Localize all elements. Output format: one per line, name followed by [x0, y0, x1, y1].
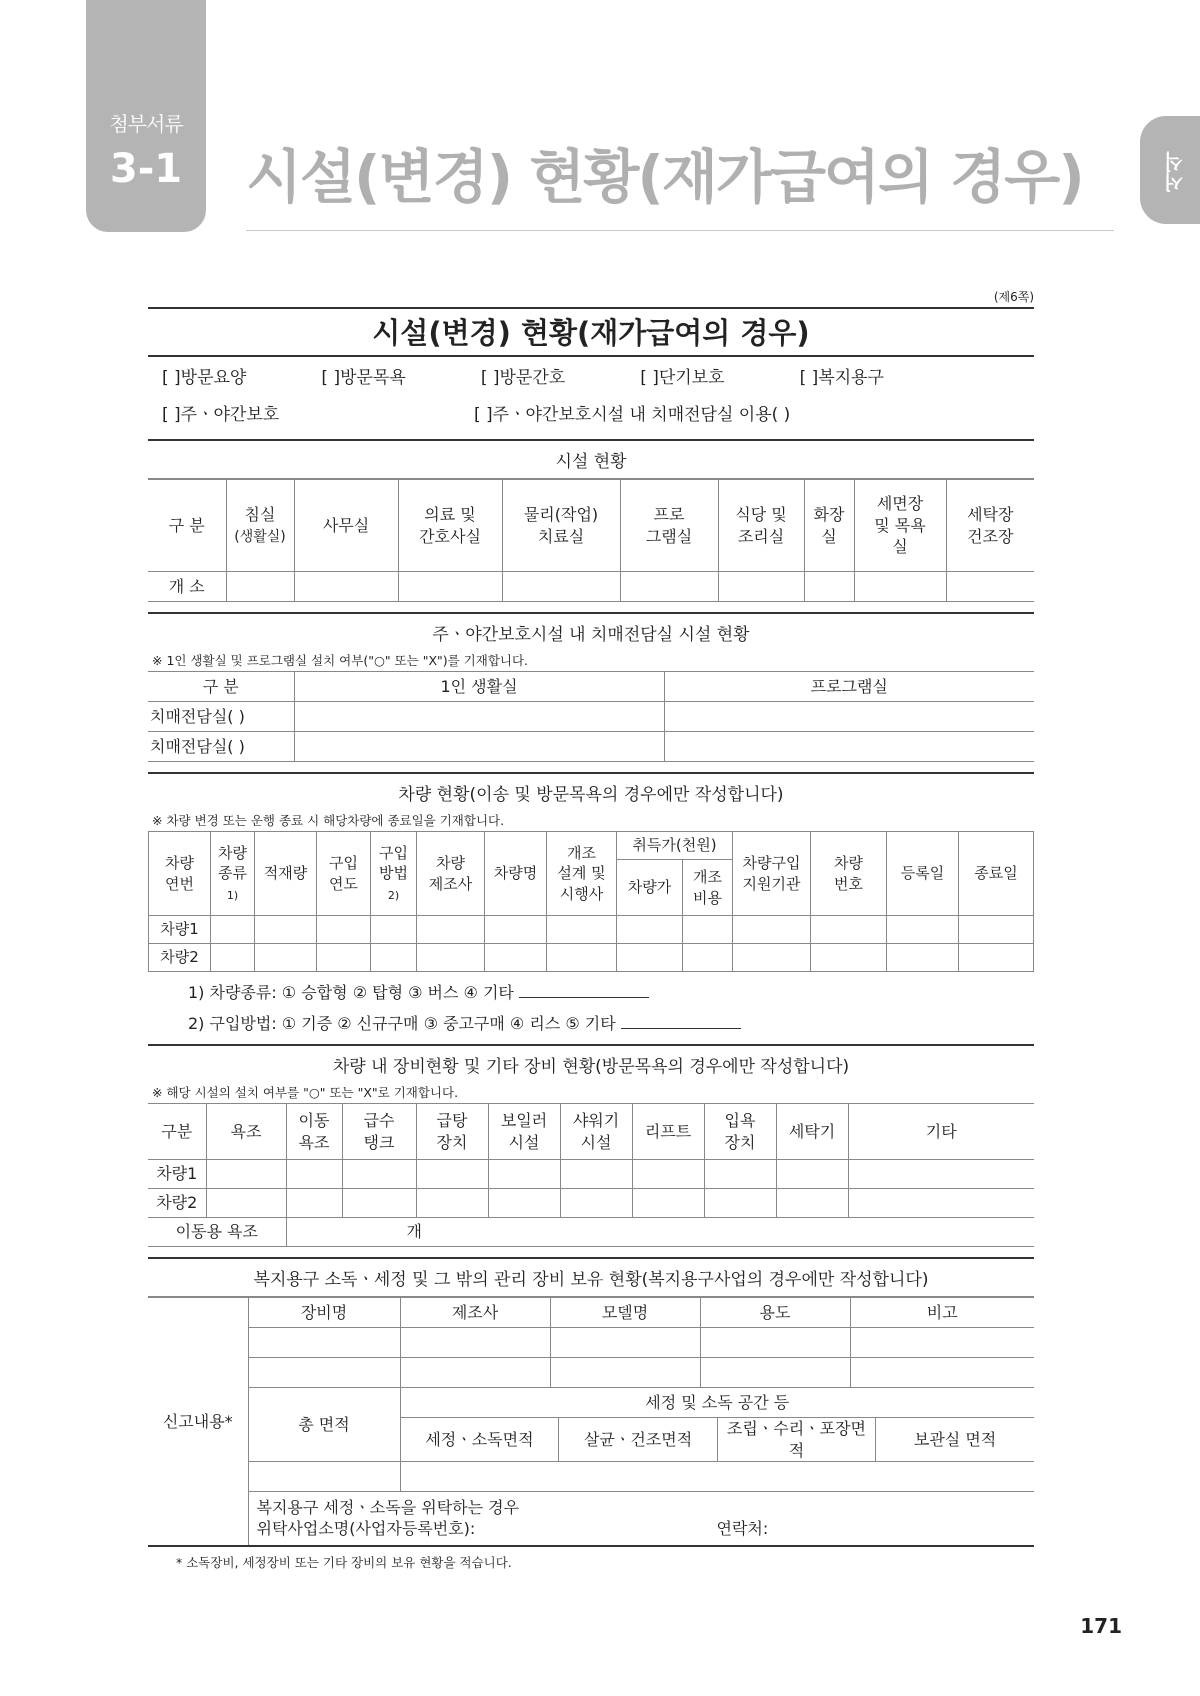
dementia-note: ※ 1인 생활실 및 프로그램실 설치 여부("○" 또는 "X")를 기재합니다. — [152, 653, 529, 668]
col-model: 차량명 — [485, 832, 547, 916]
cell-input[interactable] — [248, 1462, 400, 1492]
cell-input[interactable] — [371, 916, 417, 944]
cell-input[interactable] — [248, 1358, 400, 1388]
col-shower: 샤워기 시설 — [560, 1104, 632, 1160]
cell-input[interactable] — [294, 732, 664, 762]
cell-input[interactable] — [400, 1328, 550, 1358]
col-remarks: 비고 — [850, 1298, 1034, 1328]
vehicle-type-legend: 1) 차량종류: ① 승합형 ② 탑형 ③ 버스 ④ 기타 — [148, 972, 1034, 1007]
col-program: 프로 그램실 — [620, 480, 718, 572]
col-other: 기타 — [848, 1104, 1034, 1160]
cell-input[interactable] — [485, 944, 547, 972]
header-divider — [246, 230, 1114, 231]
purchase-method-legend: 2) 구입방법: ① 기증 ② 신규구매 ③ 중고구매 ④ 리스 ⑤ 기타 — [148, 1007, 1034, 1038]
col-plate-no: 차량 번호 — [811, 832, 887, 916]
col-washer: 세탁기 — [776, 1104, 848, 1160]
cell-input[interactable] — [547, 944, 617, 972]
cell-input[interactable] — [617, 944, 683, 972]
col-vehicle-price: 차량가 — [617, 860, 683, 916]
col-usage: 용도 — [700, 1298, 850, 1328]
report-content-label: 신고내용* — [148, 1298, 248, 1546]
row-dementia-2: 치매전담실( ) — [148, 732, 294, 762]
col-modifier: 개조 설계 및 시행사 — [547, 832, 617, 916]
form-title: 시설(변경) 현황(재가급여의 경우) — [148, 307, 1034, 357]
cell-input[interactable] — [887, 944, 959, 972]
cell-input[interactable] — [776, 1160, 848, 1189]
cell-input[interactable] — [632, 1160, 704, 1189]
mobile-tub-count[interactable]: 개 — [286, 1218, 1034, 1247]
cell-input[interactable] — [294, 702, 664, 732]
cell-input[interactable] — [704, 1160, 776, 1189]
col-repair-area: 조립ㆍ수리ㆍ포장면적 — [717, 1418, 875, 1461]
check-dementia-room[interactable]: [ ]주ㆍ야간보호시설 내 치매전담실 이용( ) — [474, 405, 791, 425]
cell-input[interactable] — [417, 944, 485, 972]
cell-input[interactable] — [664, 702, 1034, 732]
space-heading: 세정 및 소독 공간 등 — [400, 1388, 1034, 1418]
cell-input[interactable] — [811, 916, 887, 944]
col-bathing-device: 입욕 장치 — [704, 1104, 776, 1160]
consignment-text: 복지용구 세정ㆍ소독을 위탁하는 경우 — [256, 1497, 520, 1517]
cell-input[interactable] — [617, 916, 683, 944]
col-support-agency: 차량구입 지원기관 — [733, 832, 811, 916]
cell-input[interactable] — [400, 1358, 550, 1388]
row-dementia-1: 치매전담실( ) — [148, 702, 294, 732]
welfare-footnote: * 소독장비, 세정장비 또는 기타 장비의 보유 현황을 적습니다. — [176, 1554, 512, 1570]
col-maker: 제조사 — [400, 1298, 550, 1328]
cell-input[interactable] — [547, 916, 617, 944]
col-wash-area: 세정ㆍ소독면적 — [401, 1418, 559, 1461]
facility-form — [148, 288, 1034, 1571]
cell-input[interactable] — [850, 1328, 1034, 1358]
col-division: 구분 — [148, 1104, 206, 1160]
col-laundry: 세탁장 건조장 — [946, 480, 1034, 572]
welfare-heading: 복지용구 소독ㆍ세정 및 그 밖의 관리 장비 보유 현황(복지용구사업의 경우에만 작성합니다) — [148, 1257, 1034, 1297]
space-cols — [400, 1418, 1034, 1462]
mobile-tub-label: 이동용 욕조 — [148, 1218, 286, 1247]
vehicle-heading: 차량 현황(이송 및 방문목욕의 경우에만 작성합니다) — [148, 772, 1034, 807]
col-water-heater: 급탕 장치 — [416, 1104, 488, 1160]
cell-input[interactable] — [342, 1160, 416, 1189]
row-vehicle-1: 차량1 — [149, 916, 211, 944]
row-equip-vehicle-1: 차량1 — [148, 1160, 206, 1189]
side-tab-label: 서식 — [1163, 152, 1187, 192]
cell-input[interactable] — [550, 1358, 700, 1388]
cell-input[interactable] — [317, 916, 371, 944]
service-check-row-1 — [148, 357, 1034, 394]
col-reg-date: 등록일 — [887, 832, 959, 916]
col-toilet: 화장 실 — [804, 480, 854, 572]
row-count-label: 개 소 — [148, 572, 226, 602]
dementia-table — [148, 671, 1034, 762]
service-check-row-2 — [148, 394, 1034, 433]
col-capacity: 적재량 — [255, 832, 317, 916]
vehicle-table — [148, 831, 1034, 972]
cell-input[interactable] — [488, 1160, 560, 1189]
cell-input[interactable] — [255, 916, 317, 944]
cell-input[interactable] — [342, 1189, 416, 1218]
cell-input[interactable] — [248, 1328, 400, 1358]
cell-input[interactable] — [700, 1328, 850, 1358]
dementia-heading: 주ㆍ야간보호시설 내 치매전담실 시설 현황 — [148, 612, 1034, 647]
col-storage-area: 보관실 면적 — [876, 1418, 1034, 1461]
cell-input[interactable] — [959, 916, 1034, 944]
consignment-company-field[interactable]: 위탁사업소명(사업자등록번호): — [256, 1519, 476, 1539]
cell-input[interactable] — [294, 572, 398, 602]
col-acquisition: 취득가(천원) — [617, 832, 733, 860]
cell-input[interactable] — [620, 572, 718, 602]
cell-input[interactable] — [416, 1189, 488, 1218]
cell-input[interactable] — [416, 1160, 488, 1189]
cell-input[interactable] — [286, 1160, 342, 1189]
check-visit-bath[interactable]: [ ]방문목욕 — [321, 368, 406, 388]
cell-input[interactable] — [733, 916, 811, 944]
section-tab — [86, 0, 206, 232]
col-washroom: 세면장 및 목욕 실 — [854, 480, 946, 572]
consignment-block — [248, 1492, 1034, 1546]
col-office: 사무실 — [294, 480, 398, 572]
cell-input[interactable] — [400, 1462, 1034, 1492]
col-mobile-tub: 이동 욕조 — [286, 1104, 342, 1160]
col-water-tank: 급수 탱크 — [342, 1104, 416, 1160]
vehicle-note: ※ 차량 변경 또는 운행 종료 시 해당차량에 종료일을 기재합니다. — [152, 813, 505, 828]
col-vehicle-no: 차량 연번 — [149, 832, 211, 916]
col-manufacturer: 차량 제조사 — [417, 832, 485, 916]
cell-input[interactable] — [371, 944, 417, 972]
col-vehicle-type: 차량 종류 1) — [211, 832, 255, 916]
cell-input[interactable] — [664, 732, 1034, 762]
equipment-table — [148, 1103, 1034, 1247]
cell-input[interactable] — [488, 1189, 560, 1218]
check-welfare-equipment[interactable]: [ ]복지용구 — [799, 368, 884, 388]
cell-input[interactable] — [211, 944, 255, 972]
cell-input[interactable] — [854, 572, 946, 602]
cell-input[interactable] — [850, 1358, 1034, 1388]
col-program-room: 프로그램실 — [664, 672, 1034, 702]
cell-input[interactable] — [733, 944, 811, 972]
col-equipment-name: 장비명 — [248, 1298, 400, 1328]
check-short-term[interactable]: [ ]단기보호 — [640, 368, 725, 388]
cell-input[interactable] — [848, 1160, 1034, 1189]
cell-input[interactable] — [683, 916, 733, 944]
cell-input[interactable] — [560, 1160, 632, 1189]
cell-input[interactable] — [211, 916, 255, 944]
section-tab-number: 3-1 — [109, 146, 183, 192]
col-purchase-year: 구입 연도 — [317, 832, 371, 916]
cell-input[interactable] — [255, 944, 317, 972]
col-therapy: 물리(작업) 치료실 — [502, 480, 620, 572]
cell-input[interactable] — [206, 1189, 286, 1218]
page-tag: (제6쪽) — [993, 290, 1034, 304]
check-visit-care[interactable]: [ ]방문요양 — [162, 368, 247, 388]
total-area-label: 총 면적 — [248, 1388, 400, 1462]
cell-input[interactable] — [946, 572, 1034, 602]
cell-input[interactable] — [811, 944, 887, 972]
facility-heading: 시설 현황 — [148, 439, 1034, 479]
col-bedroom: 침실 (생활실) — [226, 480, 294, 572]
col-modify-cost: 개조 비용 — [683, 860, 733, 916]
row-vehicle-2: 차량2 — [149, 944, 211, 972]
side-tab — [1140, 116, 1200, 224]
section-tab-label: 첨부서류 — [109, 112, 183, 136]
col-sterilize-area: 살균ㆍ건조면적 — [559, 1418, 717, 1461]
check-visit-nursing[interactable]: [ ]방문간호 — [480, 368, 566, 388]
cell-input[interactable] — [502, 572, 620, 602]
page-number: 171 — [1080, 1614, 1122, 1638]
col-end-date: 종료일 — [959, 832, 1034, 916]
cell-input[interactable] — [704, 1189, 776, 1218]
cell-input[interactable] — [700, 1358, 850, 1388]
cell-input[interactable] — [632, 1189, 704, 1218]
col-single-room: 1인 생활실 — [294, 672, 664, 702]
page-title: 시설(변경) 현황(재가급여의 경우) — [246, 143, 1083, 211]
col-bathtub: 욕조 — [206, 1104, 286, 1160]
cell-input[interactable] — [776, 1189, 848, 1218]
cell-input[interactable] — [417, 916, 485, 944]
cell-input[interactable] — [683, 944, 733, 972]
col-dining: 식당 및 조리실 — [718, 480, 804, 572]
equipment-note: ※ 해당 시설의 설치 여부를 "○" 또는 "X"로 기재합니다. — [152, 1085, 459, 1100]
cell-input[interactable] — [286, 1189, 342, 1218]
welfare-table — [148, 1297, 1034, 1547]
equipment-heading: 차량 내 장비현황 및 기타 장비 현황(방문목욕의 경우에만 작성합니다) — [148, 1044, 1034, 1079]
cell-input[interactable] — [560, 1189, 632, 1218]
col-medical: 의료 및 간호사실 — [398, 480, 502, 572]
cell-input[interactable] — [398, 572, 502, 602]
cell-input[interactable] — [718, 572, 804, 602]
cell-input[interactable] — [887, 916, 959, 944]
col-division: 구 분 — [148, 480, 226, 572]
cell-input[interactable] — [804, 572, 854, 602]
cell-input[interactable] — [317, 944, 371, 972]
col-division: 구 분 — [148, 672, 294, 702]
cell-input[interactable] — [226, 572, 294, 602]
col-model-name: 모델명 — [550, 1298, 700, 1328]
cell-input[interactable] — [550, 1328, 700, 1358]
row-equip-vehicle-2: 차량2 — [148, 1189, 206, 1218]
cell-input[interactable] — [485, 916, 547, 944]
col-boiler: 보일러 시설 — [488, 1104, 560, 1160]
check-day-night-care[interactable]: [ ]주ㆍ야간보호 — [162, 405, 280, 425]
col-purchase-method: 구입 방법 2) — [371, 832, 417, 916]
cell-input[interactable] — [206, 1160, 286, 1189]
contact-field[interactable]: 연락처: — [716, 1519, 769, 1539]
facility-table — [148, 479, 1034, 602]
cell-input[interactable] — [848, 1189, 1034, 1218]
cell-input[interactable] — [959, 944, 1034, 972]
col-lift: 리프트 — [632, 1104, 704, 1160]
